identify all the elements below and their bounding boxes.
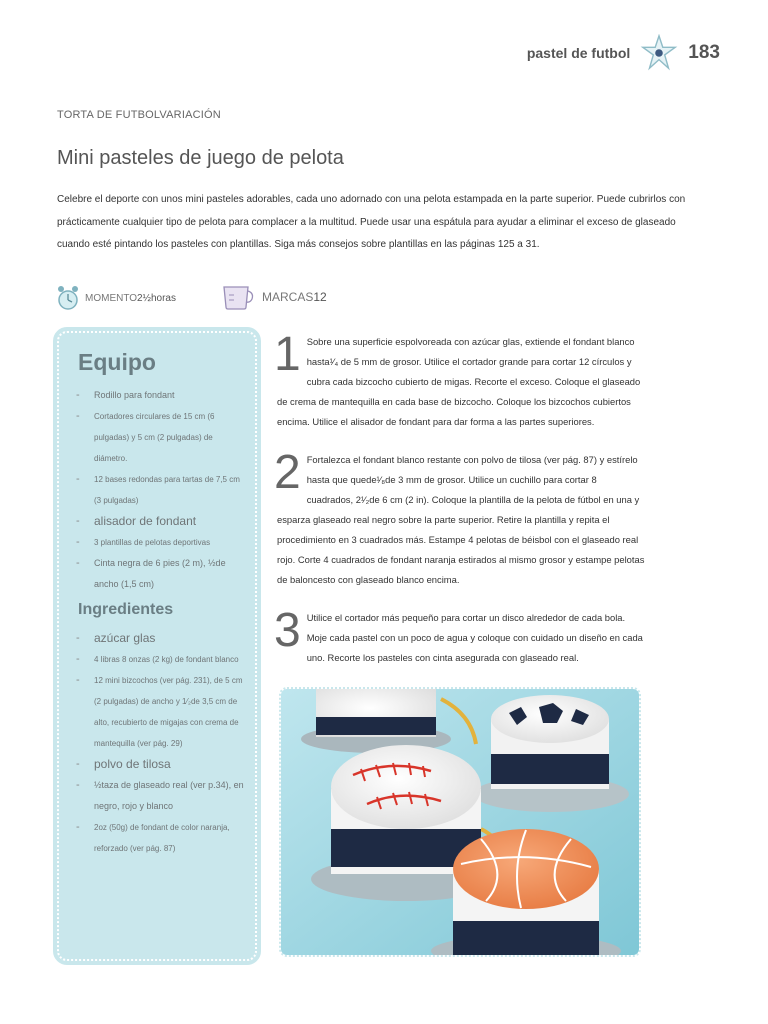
yield-meta bbox=[220, 283, 327, 311]
page-header bbox=[527, 34, 720, 72]
list-item: - 3 plantillas de pelotas deportivas bbox=[76, 532, 248, 553]
step-number: 3 bbox=[274, 604, 301, 657]
list-item: - azúcar glas bbox=[76, 628, 248, 649]
list-item: - 2oz (50g) de fondant de color naranja, reforzado (ver pág. 87) bbox=[76, 817, 248, 859]
mini-cakes-illustration bbox=[281, 689, 639, 955]
time-label: MOMENTO bbox=[85, 292, 138, 304]
step-text: Fortalezca el fondant blanco restante con polvo de tilosa (ver pág. 87) y estírelo hasta que quede¹⁄₈de 3 mm de grosor. Utilice un cuchillo para cortar 8 cuadrados, 2¹⁄₂de 6 cm (2 in). Coloque la plantilla de la pelota de fútbol en una y esparza glaseado real negro sobre la parte superior. Retire la plantilla y repita el procedimiento en 3 cuadrados más. Estampe 4 pelotas de béisbol con el glaseado real rojo. Corte 4 cuadrados de fondant naranja estirados al mismo grosor y estampe pelotas de baloncesto con glaseado blanco encima. bbox=[277, 454, 645, 585]
yield-value: 12 bbox=[313, 290, 327, 304]
step-1 bbox=[274, 328, 645, 432]
equipment-heading: Equipo bbox=[78, 349, 156, 375]
step-3 bbox=[274, 604, 645, 668]
ingredients-list bbox=[76, 628, 248, 859]
list-item: - Cinta negra de 6 pies (2 m), ½de ancho (1,5 cm) bbox=[76, 553, 248, 595]
alarm-clock-icon bbox=[57, 283, 79, 313]
list-item: - alisador de fondant bbox=[76, 511, 248, 532]
list-item: - Cortadores circulares de 15 cm (6 pulgadas) y 5 cm (2 pulgadas) de diámetro. bbox=[76, 406, 248, 469]
step-2 bbox=[274, 446, 645, 590]
step-number: 1 bbox=[274, 328, 301, 381]
flower-star-icon bbox=[640, 34, 678, 72]
list-item: - ½taza de glaseado real (ver p.34), en negro, rojo y blanco bbox=[76, 775, 248, 817]
variation-label: TORTA DE FUTBOLVARIACIÓN bbox=[57, 109, 221, 121]
time-value: 2½horas bbox=[137, 292, 176, 304]
list-item: - polvo de tilosa bbox=[76, 754, 248, 775]
ingredients-heading: Ingredientes bbox=[78, 601, 174, 618]
page-number: 183 bbox=[688, 42, 720, 63]
step-number: 2 bbox=[274, 446, 301, 499]
list-item: - 12 mini bizcochos (ver pág. 231), de 5 cm (2 pulgadas) de ancho y 1⁄₂de 3,5 cm de alto, recubierto de migajas con crema de mantequilla (ver pág. 29) bbox=[76, 670, 248, 754]
running-title: pastel de futbol bbox=[526, 45, 631, 61]
equipment-panel bbox=[57, 331, 257, 961]
step-text: Utilice el cortador más pequeño para cortar un disco alrededor de cada bola. Moje cada pastel con un poco de agua y coloque con cuidado un diseño en cada uno. Recorte los pasteles con cinta asegurada con glaseado real. bbox=[306, 612, 643, 663]
time-meta bbox=[57, 283, 176, 313]
list-item: - 12 bases redondas para tartas de 7,5 cm (3 pulgadas) bbox=[76, 469, 248, 511]
measuring-cup-icon bbox=[220, 283, 256, 311]
cakes-photo bbox=[279, 687, 641, 957]
yield-label: MARCAS bbox=[262, 290, 314, 304]
recipe-title: Mini pasteles de juego de pelota bbox=[57, 147, 344, 169]
list-item: - 4 libras 8 onzas (2 kg) de fondant blanco bbox=[76, 649, 248, 670]
step-text: Sobre una superficie espolvoreada con azúcar glas, extiende el fondant blanco hasta¹⁄₄ de 5 mm de grosor. Utilice el cortador grande para cortar 12 círculos y cubra cada bizcocho cubierto de migas. Recorte el exceso. Coloque el glaseado de crema de mantequilla en cada base de bizcocho. Coloque los bizcochos cubiertos encima. Utilice el alisador de fondant para dar forma a las partes superiores. bbox=[277, 336, 641, 427]
list-item: - Rodillo para fondant bbox=[76, 385, 248, 406]
intro-paragraph: Celebre el deporte con unos mini pasteles adorables, cada uno adornado con una pelota estampada en la parte superior. Puede cubrirlos con prácticamente cualquier tipo de pelota para complacer a la multitud. Puede usar una espátula para ayudar a eliminar el exceso de glaseado cuando esté pintando los pasteles con plantillas. Siga más consejos sobre plantillas en las páginas 125 a 31. bbox=[57, 194, 686, 250]
equipment-list bbox=[76, 385, 248, 595]
